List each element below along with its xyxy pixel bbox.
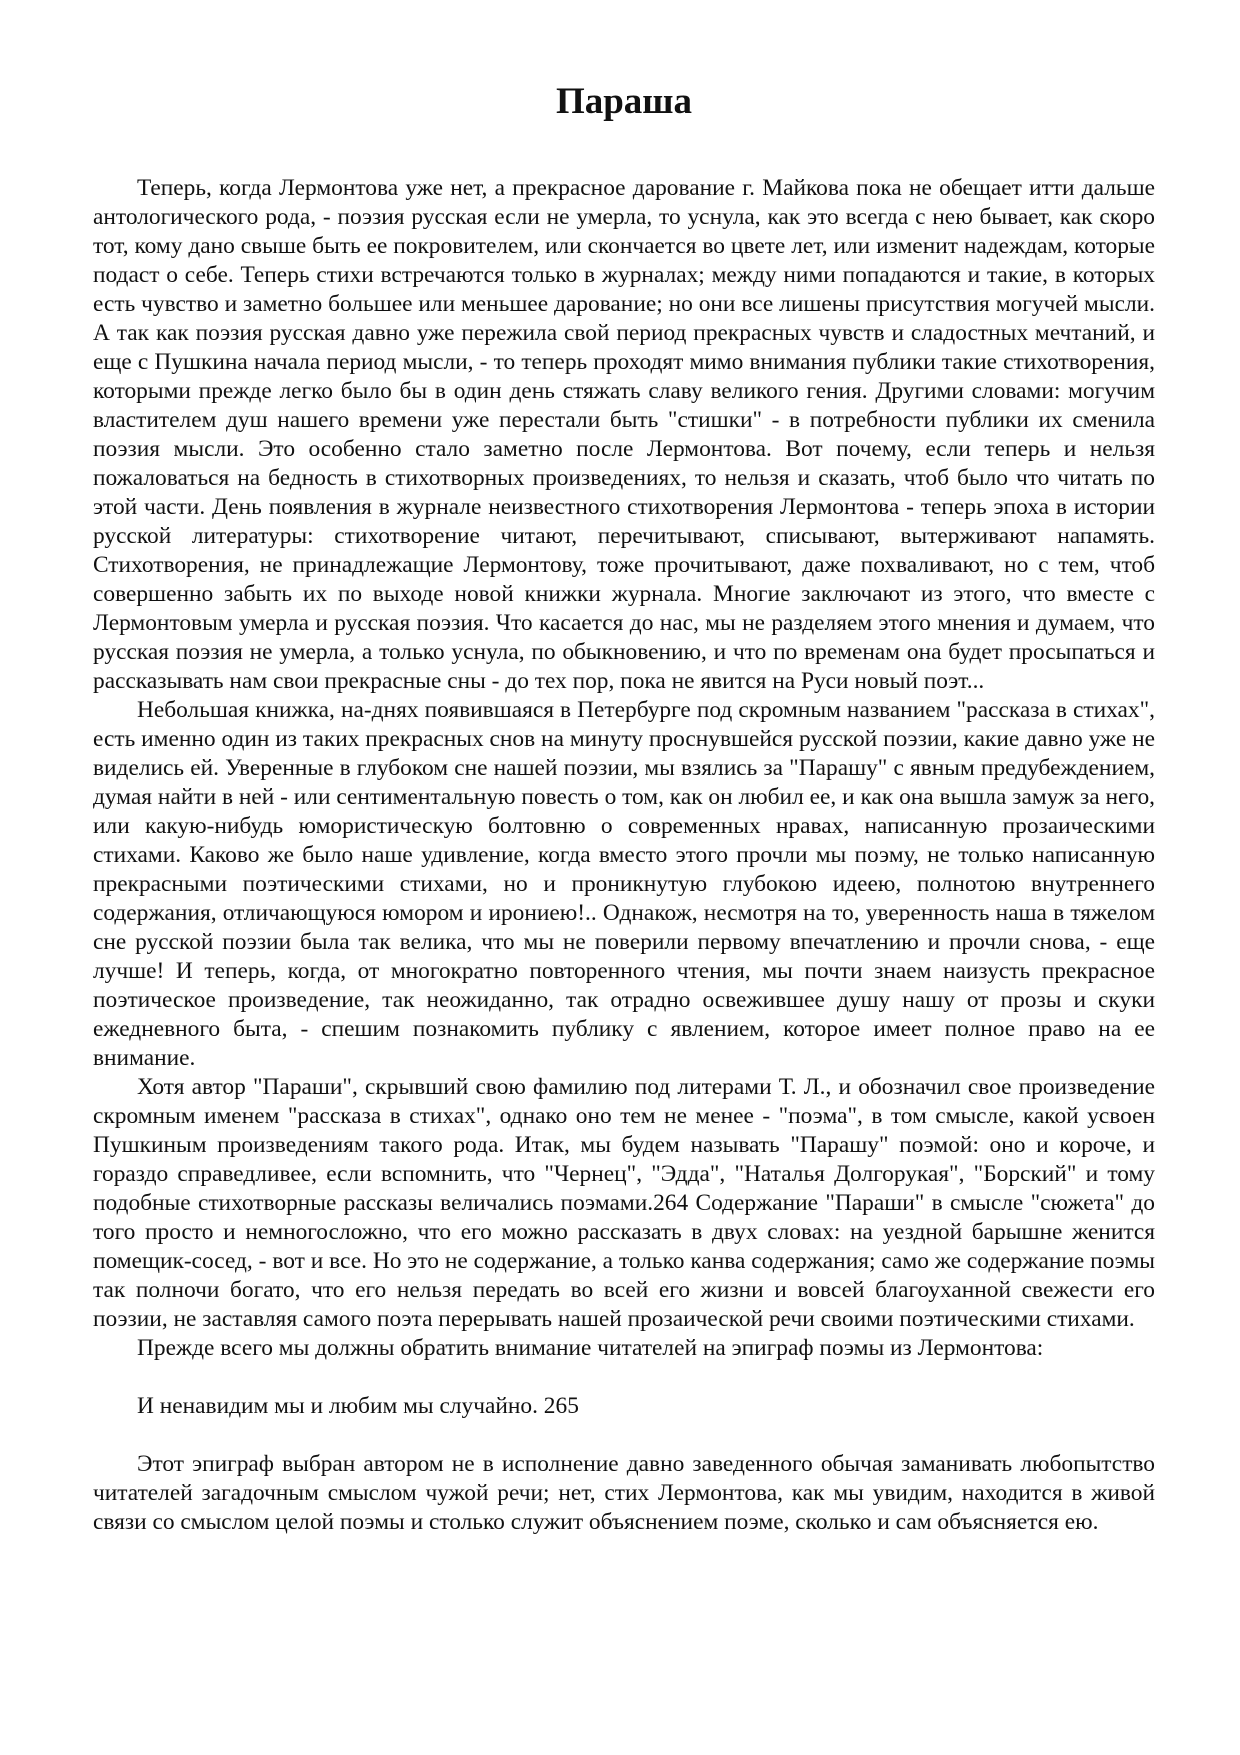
epigraph: И ненавидим мы и любим мы случайно. 265 [137, 1393, 579, 1420]
paragraph-4: Прежде всего мы должны обратить внимание читателей на эпиграф поэмы из Лермонтова: [137, 1335, 1044, 1362]
paragraph-5: Этот эпиграф выбран автором не в исполнение давно заведенного обычая заманивать любопытство читателей загадочным смыслом чужой речи; нет, стих Лермонтова, как мы увидим, находится в живой связи со смыслом целой поэмы и столько служит объяснением поэме, сколько и сам объясняется ею. [93, 1451, 1155, 1536]
document-title: Параша [555, 81, 693, 122]
paragraph-3: Хотя автор "Параши", скрывший свою фамилию под литерами Т. Л., и обозначил свое произведение скромным именем "рассказа в стихах", однако оно тем не менее - "поэма", в том смысле, какой усвоен Пушкиным произведениям такого рода. Итак, мы будем называть "Парашу" поэмой: оно и короче, и гораздо справедливее, если вспомнить, что "Чернец", "Эдда", "Наталья Долгорукая", "Борский" и тому подобные стихотворные рассказы величались поэмами.264 Содержание "Параши" в смысле "сюжета" до того просто и немногосложно, что его можно рассказать в двух словах: на уездной барышне женится помещик-сосед, - вот и все. Но это не содержание, а только канва содержания; само же содержание поэмы так полночи богато, что его нельзя передать во всей его жизни и вовсей благоуханной свежести его поэзии, не заставляя самого поэта перерывать нашей прозаической речи своими поэтическими стихами. [93, 1074, 1155, 1333]
paragraph-1: Теперь, когда Лермонтова уже нет, а прекрасное дарование г. Майкова пока не обещает итти дальше антологического рода, - поэзия русская если не умерла, то уснула, как это всегда с нею бывает, как скоро тот, кому дано свыше быть ее покровителем, или скончается во цвете лет, или изменит надеждам, которые подаст о себе. Теперь стихи встречаются только в журналах; между ними попадаются и такие, в которых есть чувство и заметно большее или меньшее дарование; но они все лишены присутствия могучей мысли. А так как поэзия русская давно уже пережила свой период прекрасных чувств и сладостных мечтаний, и еще с Пушкина начала период мысли, - то теперь проходят мимо внимания публики такие стихотворения, которыми прежде легко было бы в один день стяжать славу великого гения. Другими словами: могучим властителем душ нашего времени уже перестали быть "стишки" - в потребности публики их сменила поэзия мысли. Это особенно стало заметно после Лермонтова. Вот почему, если теперь и нельзя пожаловаться на бедность в стихотворных произведениях, то нельзя и сказать, чтоб было что читать по этой части. День появления в журнале неизвестного стихотворения Лермонтова - теперь эпоха в истории русской литературы: стихотворение читают, перечитывают, списывают, вытерживают напамять. Стихотворения, не принадлежащие Лермонтову, тоже прочитывают, даже похваливают, но с тем, чтоб совершенно забыть их по выходе новой книжки журнала. Многие заключают из этого, что вместе с Лермонтовым умерла и русская поэзия. Что касается до нас, мы не разделяем этого мнения и думаем, что русская поэзия не умерла, а только уснула, по обыкновению, и что по временам она будет просыпаться и рассказывать нам свои прекрасные сны - до тех пор, пока не явится на Руси новый поэт... [93, 175, 1155, 695]
document-page [93, 70, 1155, 1537]
paragraph-2: Небольшая книжка, на-днях появившаяся в Петербурге под скромным названием "рассказа в стихах", есть именно один из таких прекрасных снов на минуту проснувшейся русской поэзии, какие давно уже не виделись ей. Уверенные в глубоком сне нашей поэзии, мы взялись за "Парашу" с явным предубеждением, думая найти в ней - или сентиментальную повесть о том, как он любил ее, и как она вышла замуж за него, или какую-нибудь юмористическую болтовню о современных нравах, написанную прозаическими стихами. Каково же было наше удивление, когда вместо этого прочли мы поэму, не только написанную прекрасными поэтическими стихами, но и проникнутую глубокою идеею, полнотою внутреннего содержания, отличающуюся юмором и ирониею!.. Однакож, несмотря на то, уверенность наша в тяжелом сне русской поэзии была так велика, что мы не поверили первому впечатлению и прочли снова, - еще лучше! И теперь, когда, от многократно повторенного чтения, мы почти знаем наизусть прекрасное поэтическое произведение, так неожиданно, так отрадно освежившее душу нашу от прозы и скуки ежедневного быта, - спешим познакомить публику с явлением, которое имеет полное право на ее внимание. [93, 697, 1155, 1072]
